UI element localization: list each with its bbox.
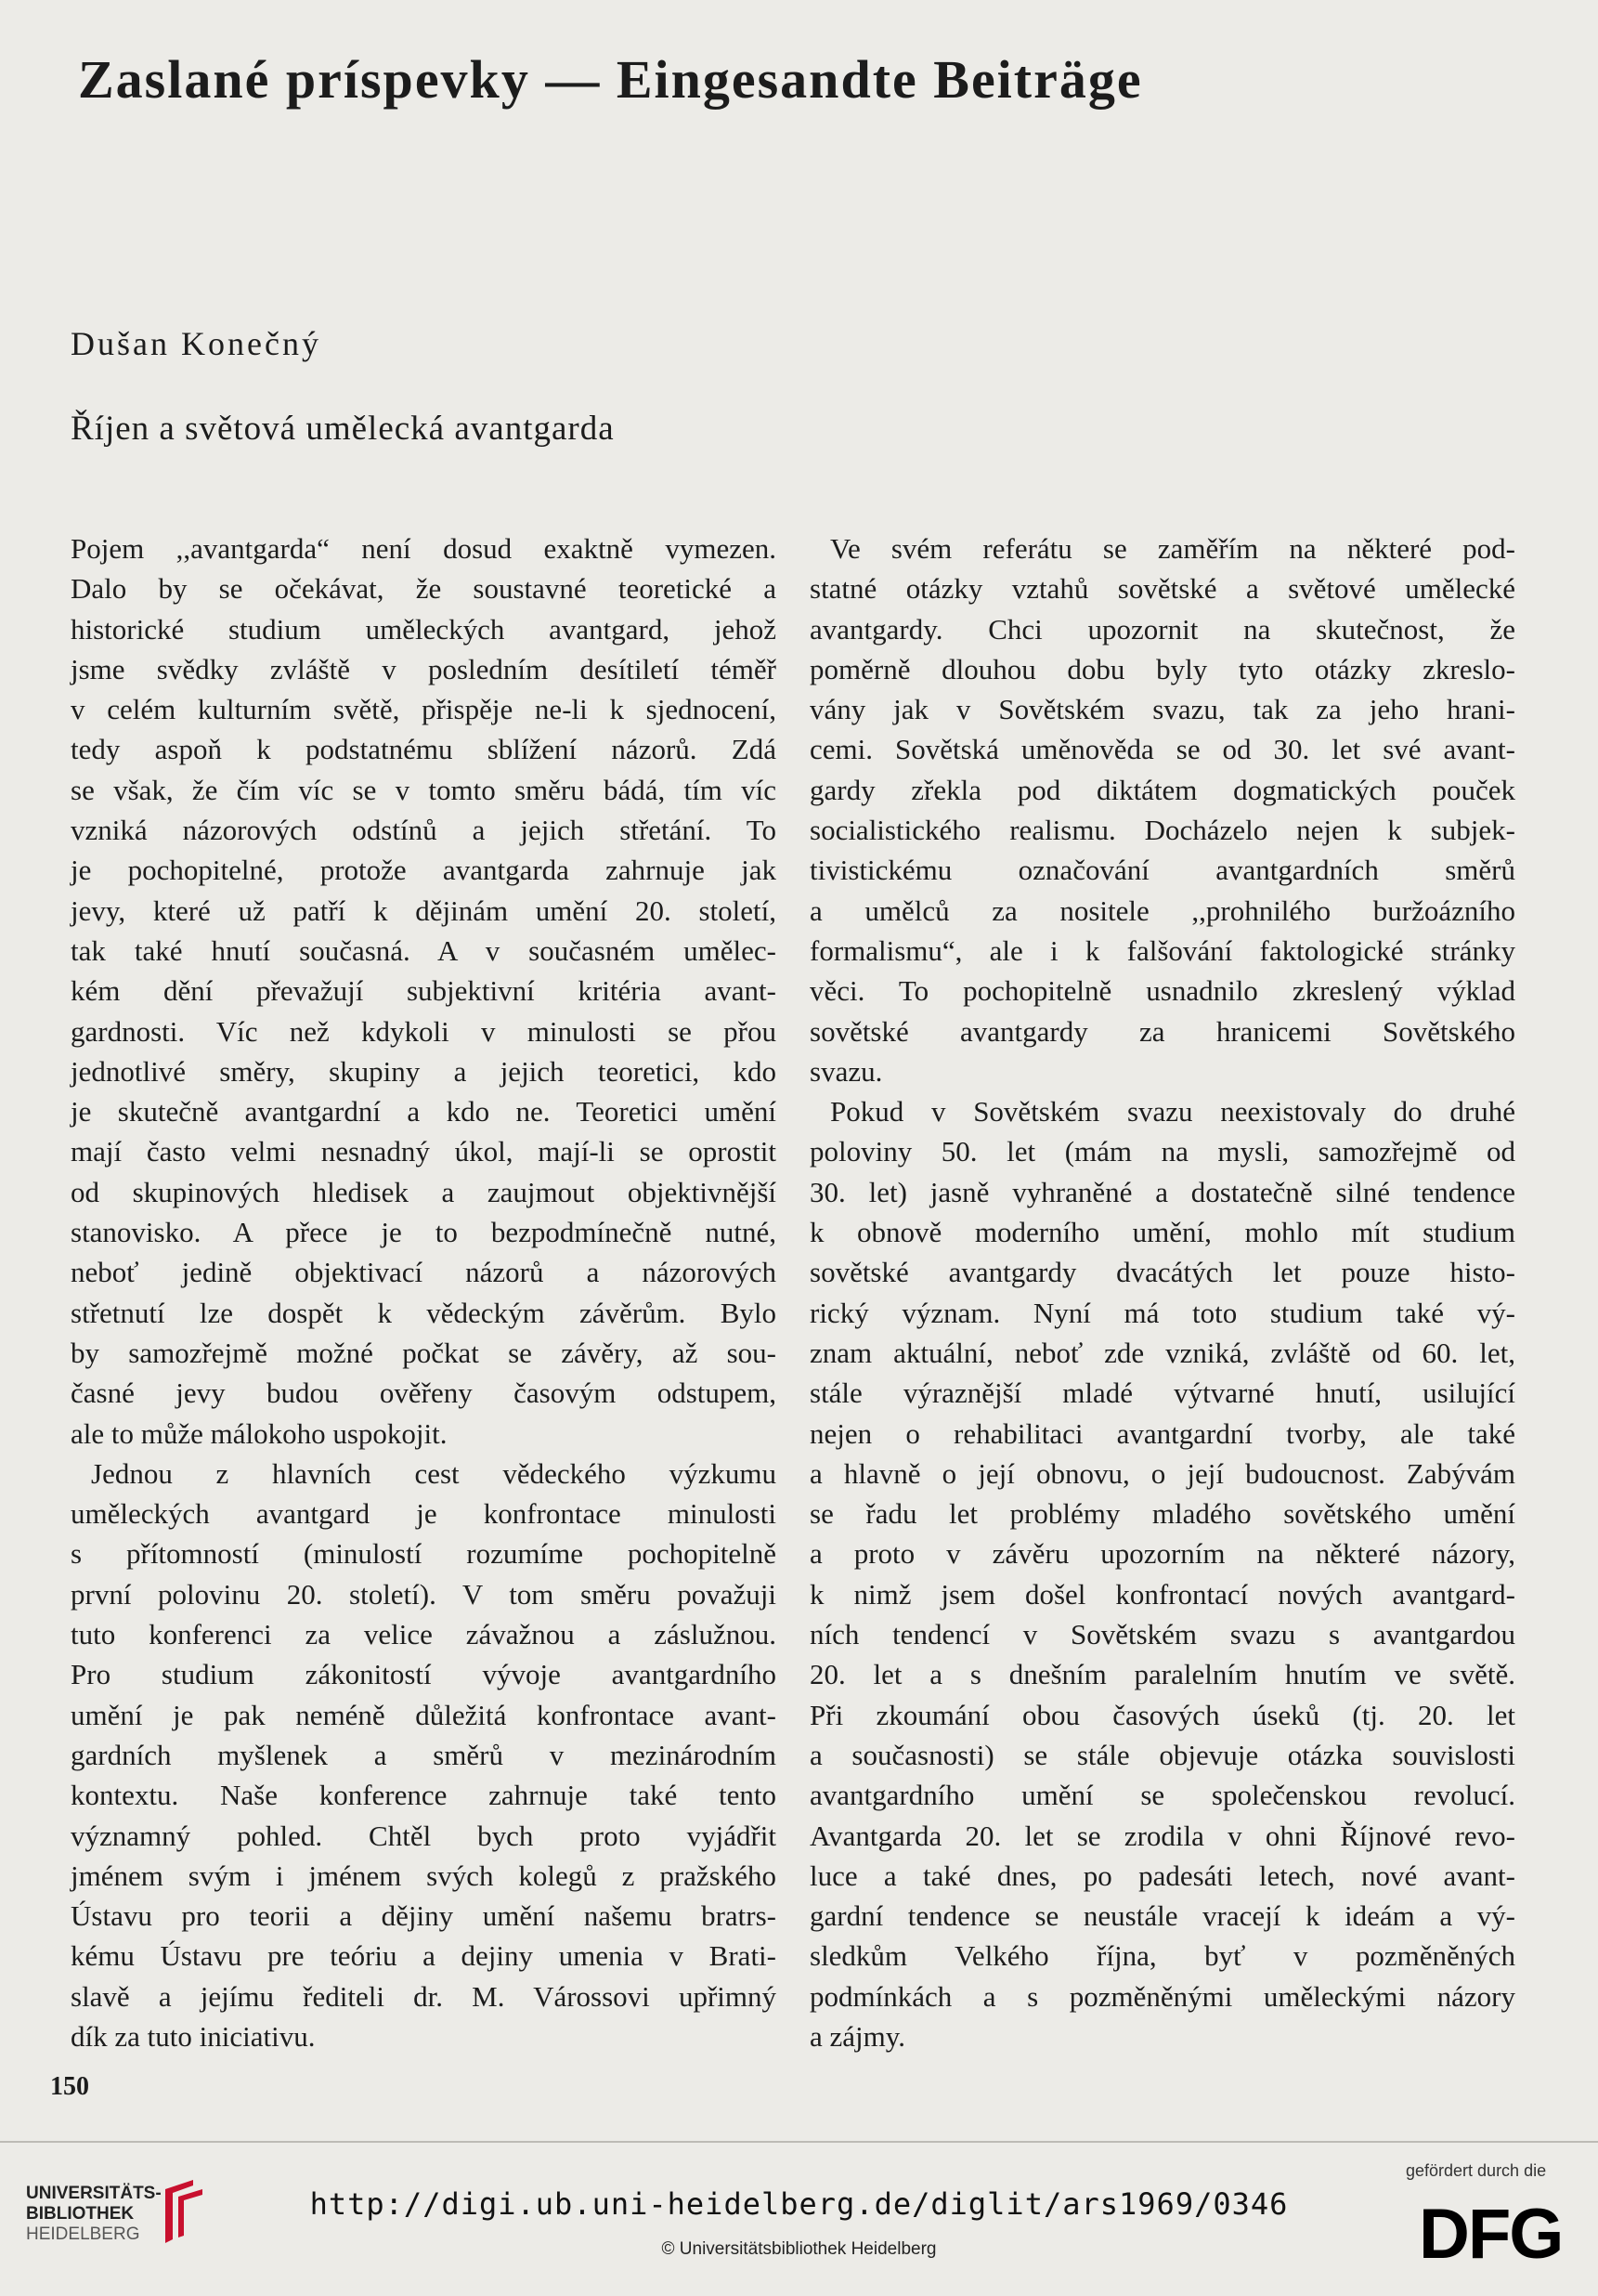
text-line: a proto v závěru upozorním na některé názory,: [810, 1537, 1515, 1571]
text-line: Jednou z hlavních cest vědeckého výzkumu: [91, 1456, 776, 1490]
text-line: podmínkách a s pozměněnými uměleckými názory: [810, 1979, 1515, 2013]
text-line: 20. let a s dnešním paralelním hnutím ve světě.: [810, 1658, 1515, 1691]
text-line: luce a také dnes, po padesáti letech, nové avant-: [810, 1859, 1515, 1892]
text-line: gardnosti. Víc než kdykoli v minulosti se přou: [71, 1014, 776, 1048]
text-line: statné otázky vztahů sovětské a světové umělecké: [810, 572, 1515, 606]
text-line: jsme svědky zvláště v posledním desítiletí téměř: [71, 652, 776, 685]
text-line: poloviny 50. let (mám na mysli, samozřejmě od: [810, 1135, 1515, 1168]
text-line: svazu.: [810, 1054, 883, 1088]
text-line: a zájmy.: [810, 2019, 905, 2053]
text-line: kém dění převažují subjektivní kritéria avant-: [71, 974, 776, 1008]
text-line: poměrně dlouhou dobu byly tyto otázky zkreslo-: [810, 652, 1515, 685]
text-line: avantgardního umění se společenskou revolucí.: [810, 1779, 1515, 1812]
text-line: tivistickému označování avantgardních směrů: [810, 854, 1515, 887]
text-line: mají často velmi nesnadný úkol, mají-li se oprostit: [71, 1135, 776, 1168]
text-line: Ústavu pro teorii a dějiny umění našemu bratrs-: [71, 1899, 776, 1933]
text-line: stále výraznější mladé výtvarné hnutí, usilující: [810, 1376, 1515, 1410]
text-line: je pochopitelné, protože avantgarda zahrnuje jak: [71, 854, 776, 887]
text-line: k obnově moderního umění, mohlo mít studium: [810, 1216, 1515, 1249]
text-line: 30. let) jasně vyhraněné a dostatečně silné tendence: [810, 1175, 1515, 1208]
author-name: Dušan Konečný: [71, 325, 321, 362]
text-line: znam aktuální, neboť zde vzniká, zvláště od 60. let,: [810, 1336, 1515, 1369]
text-line: významný pohled. Chtěl bych proto vyjádřit: [71, 1819, 776, 1852]
text-line: sovětské avantgardy za hranicemi Sovětského: [810, 1014, 1515, 1048]
text-line: Pojem ,,avantgarda“ není dosud exaktně vymezen.: [71, 532, 776, 565]
text-line: gardních myšlenek a směrů v mezinárodním: [71, 1738, 776, 1771]
text-line: a hlavně o její obnovu, o její budoucnost. Zabývám: [810, 1456, 1515, 1490]
library-name-line: HEIDELBERG: [26, 2224, 140, 2244]
text-line: socialistického realismu. Docházelo nejen k subjek-: [810, 814, 1515, 847]
text-line: ale to může málokoho uspokojit.: [71, 1416, 448, 1450]
text-line: časné jevy budou ověřeny časovým odstupem,: [71, 1376, 776, 1410]
footer-bar: [0, 2141, 1598, 2296]
text-line: se však, že čím víc se v tomto směru bádá, tím víc: [71, 773, 776, 806]
text-line: sledkům Velkého října, byť v pozměněných: [810, 1939, 1515, 1973]
text-line: tak také hnutí současná. A v současném umělec-: [71, 933, 776, 967]
text-line: střetnutí lze dospět k vědeckým závěrům. Bylo: [71, 1296, 776, 1329]
text-line: tuto konferenci za velice závažnou a záslužnou.: [71, 1618, 776, 1651]
text-line: gardní tendence se neustále vracejí k ideám a vý-: [810, 1899, 1515, 1933]
text-line: Dalo by se očekávat, že soustavné teoretické a: [71, 572, 776, 606]
text-line: s přítomností (minulostí rozumíme pochopitelně: [71, 1537, 776, 1571]
text-line: k nimž jsem došel konfrontací nových avantgard-: [810, 1577, 1515, 1611]
text-line: formalismu“, ale i k falšování faktologické stránky: [810, 933, 1515, 967]
text-line: Při zkoumání obou časových úseků (tj. 20. let: [810, 1698, 1515, 1731]
text-line: neboť jedině objektivací názorů a názorových: [71, 1256, 776, 1289]
library-name-line: UNIVERSITÄTS-: [26, 2184, 162, 2203]
text-line: kému Ústavu pre teóriu a dejiny umenia v Brati-: [71, 1939, 776, 1973]
text-line: Pro studium zákonitostí vývoje avantgardního: [71, 1658, 776, 1691]
page-number: 150: [50, 2072, 89, 2101]
text-line: věci. To pochopitelně usnadnilo zkreslený výklad: [810, 974, 1515, 1008]
library-name-line: BIBLIOTHEK: [26, 2204, 135, 2224]
text-line: je skutečně avantgardní a kdo ne. Teoretici umění: [71, 1095, 776, 1128]
text-line: sovětské avantgardy dvacátých let pouze histo-: [810, 1256, 1515, 1289]
text-line: ních tendencí v Sovětském svazu s avantgardou: [810, 1618, 1515, 1651]
left-text-column: [71, 528, 776, 2056]
dfg-logo: DFG: [1419, 2195, 1563, 2274]
text-line: cemi. Sovětská uměnověda se od 30. let své avant-: [810, 733, 1515, 766]
text-line: umění je pak neméně důležitá konfrontace avant-: [71, 1698, 776, 1731]
text-line: kontextu. Naše konference zahrnuje také tento: [71, 1779, 776, 1812]
article-title: Říjen a světová umělecká avantgarda: [71, 410, 615, 448]
text-line: Avantgarda 20. let se zrodila v ohni Říjnové revo-: [810, 1819, 1515, 1852]
text-line: se řadu let problémy mladého sovětského umění: [810, 1497, 1515, 1531]
text-line: vány jak v Sovětském svazu, tak za jeho hrani-: [810, 693, 1515, 726]
text-line: by samozřejmě možné počkat se závěry, až sou-: [71, 1336, 776, 1369]
text-line: gardy zřekla pod diktátem dogmatických pouček: [810, 773, 1515, 806]
right-text-column: [810, 528, 1515, 2056]
permalink-url[interactable]: http://digi.ub.uni-heidelberg.de/diglit/ars1969/0346: [309, 2186, 1289, 2222]
funding-caption: gefördert durch die: [1406, 2161, 1547, 2180]
text-line: uměleckých avantgard je konfrontace minulosti: [71, 1497, 776, 1531]
text-line: první polovinu 20. století). V tom směru považuji: [71, 1577, 776, 1611]
text-line: avantgardy. Chci upozornit na skutečnost, že: [810, 612, 1515, 646]
text-line: historické studium uměleckých avantgard, jehož: [71, 612, 776, 646]
section-heading: Zaslané príspevky — Eingesandte Beiträge: [78, 49, 1143, 110]
text-line: jevy, které už patří k dějinám umění 20. století,: [71, 894, 776, 927]
text-line: jednotlivé směry, skupiny a jejich teoretici, kdo: [71, 1054, 776, 1088]
text-line: Pokud v Sovětském svazu neexistovaly do druhé: [830, 1095, 1515, 1128]
text-line: dík za tuto iniciativu.: [71, 2019, 316, 2053]
text-line: od skupinových hledisek a zaujmout objektivnější: [71, 1175, 776, 1208]
text-line: jménem svým i jménem svých kolegů z pražského: [71, 1859, 776, 1892]
text-line: Ve svém referátu se zaměřím na některé pod-: [830, 532, 1515, 565]
text-line: a současnosti) se stále objevuje otázka souvislosti: [810, 1738, 1515, 1771]
text-line: rický význam. Nyní má toto studium také vý-: [810, 1296, 1515, 1329]
text-line: v celém kulturním světě, přispěje ne-li k sjednocení,: [71, 693, 776, 726]
text-line: vzniká názorových odstínů a jejich střetání. To: [71, 814, 776, 847]
text-line: nejen o rehabilitaci avantgardní tvorby, ale také: [810, 1416, 1515, 1450]
copyright-notice: © Universitätsbibliothek Heidelberg: [661, 2239, 937, 2259]
text-line: a umělců za nositele ,,prohnilého buržoázního: [810, 894, 1515, 927]
text-line: tedy aspoň k podstatnému sblížení názorů. Zdá: [71, 733, 776, 766]
text-line: slavě a jejímu řediteli dr. M. Várossovi upřimný: [71, 1979, 776, 2013]
text-line: stanovisko. A přece je to bezpodmínečně nutné,: [71, 1216, 776, 1249]
